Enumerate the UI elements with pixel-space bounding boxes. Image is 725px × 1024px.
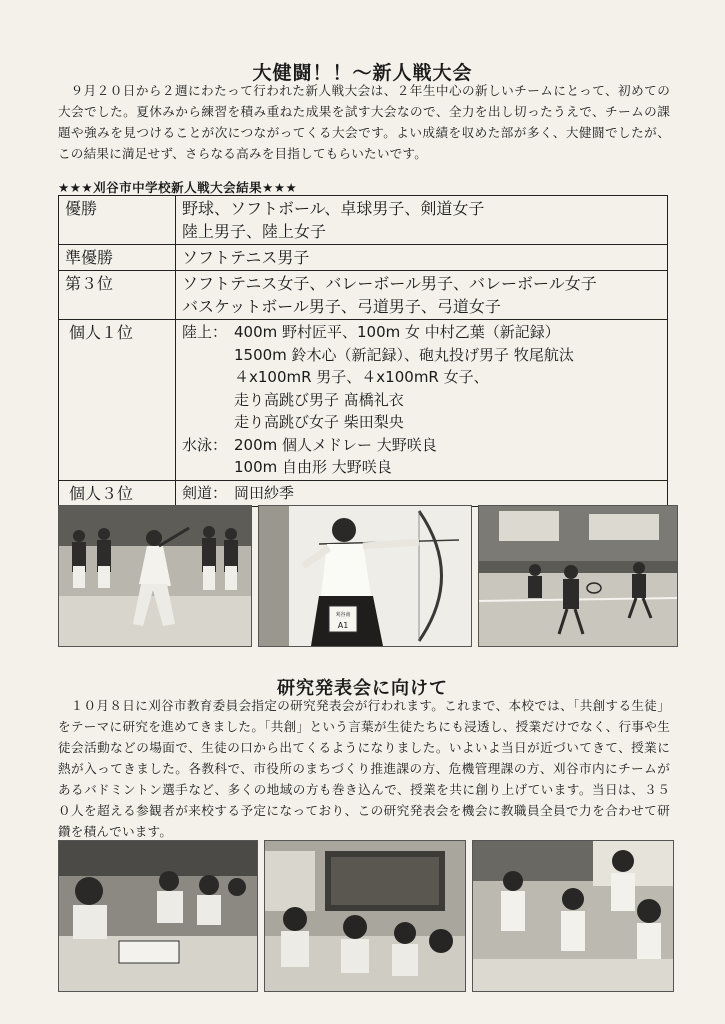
- article-title-tournament: 大健闘！！～新人戦大会: [252, 62, 473, 84]
- photo-classroom-right: [472, 840, 674, 992]
- archery-bib-number: A1: [337, 621, 349, 630]
- table-row: [59, 245, 668, 271]
- photo-classroom-center: [264, 840, 466, 992]
- event-text: 1500m 鈴木心（新記録）、砲丸投げ男子 牧尾航汰: [234, 345, 574, 364]
- photo-classroom-left: [58, 840, 258, 992]
- row-content: [176, 196, 668, 245]
- article-title-research: 研究発表会に向けて: [277, 678, 448, 699]
- event-line: [182, 344, 661, 367]
- row-category: 個人１位: [59, 320, 176, 481]
- photo-row-sports: [58, 505, 678, 647]
- event-label: [182, 411, 234, 434]
- event-line: [182, 321, 661, 344]
- event-text: 100m 自由形 大野咲良: [234, 458, 392, 476]
- event-label: 剣道：: [182, 483, 228, 502]
- event-label: [182, 389, 234, 412]
- table-row: [59, 196, 668, 245]
- event-text: 200m 個人メドレー 大野咲良: [234, 435, 437, 454]
- photo-baseball-team: [58, 505, 252, 647]
- event-line: [182, 366, 661, 389]
- event-label: 陸上：: [182, 323, 228, 341]
- table-row: [59, 271, 668, 320]
- event-line: [182, 434, 661, 457]
- result-line: ソフトテニス男子: [182, 248, 310, 267]
- archery-bib-school: 刈谷南: [335, 612, 351, 618]
- event-text: 400m 野村匠平、100m 女 中村乙葉（新記録）: [234, 323, 560, 341]
- event-line: [182, 411, 661, 434]
- results-table: [58, 195, 668, 507]
- event-text: 走り高跳び女子 柴田梨央: [234, 413, 404, 431]
- results-heading: ★★★刈谷市中学校新人戦大会結果★★★: [58, 180, 298, 195]
- event-text: 走り高跳び男子 髙橋礼衣: [234, 390, 404, 409]
- event-label: [182, 456, 234, 479]
- event-line: [182, 456, 661, 479]
- result-line: 陸上男子、陸上女子: [182, 222, 327, 241]
- row-content: [176, 320, 668, 481]
- result-line: バスケットボール男子、弓道男子、弓道女子: [182, 297, 501, 316]
- photo-row-classroom: [58, 840, 674, 992]
- event-label: 水泳：: [182, 435, 228, 454]
- row-category: 準優勝: [59, 245, 176, 271]
- row-category: 第３位: [59, 271, 176, 320]
- row-content: [176, 480, 668, 506]
- event-text: 岡田紗季: [234, 483, 295, 502]
- event-label: [182, 344, 234, 367]
- result-line: ソフトテニス女子、バレーボール男子、バレーボール女子: [182, 274, 597, 293]
- row-category: 優勝: [59, 196, 176, 245]
- article-body-research: １０月８日に刈谷市教育委員会指定の研究発表会が行われます。これまで、本校では、「共創する生徒」をテーマに研究を進めてきました。「共創」という言葉が生徒たちにも浸透し、授業だけでなく、行事や生徒会活動などの場面で、生徒の口から出てくるようになりました。いよいよ当日が近づいてきて、授業に熱が入ってきました。各教科で、市役所のまちづくり推進課の方、危機管理課の方、刈谷市内にチームがあるバドミントン選手など、多くの地域の方も巻き込んで、授業を共に創り上げています。当日は、３５０人を超える参観者が来校する予定になっており、この研究発表会を機会に教職員全員で力を合わせて研鑽を積んでいます。: [58, 698, 670, 839]
- row-content: [176, 245, 668, 271]
- event-line: [182, 482, 661, 505]
- event-text: ４x100mR 男子、４x100mR 女子、: [234, 368, 489, 386]
- photo-soft-tennis: [478, 505, 678, 647]
- event-line: [182, 389, 661, 412]
- row-content: [176, 271, 668, 320]
- event-label: [182, 366, 234, 389]
- photo-archery: [258, 505, 472, 647]
- table-row: [59, 320, 668, 481]
- article-body-tournament: ９月２０日から２週にわたって行われた新人戦大会は、２年生中心の新しいチームにとって、初めての大会でした。夏休みから練習を積み重ねた成果を試す大会なので、全力を出し切ったうえで、チームの課題や強みを見つけることが次につながってくる大会です。よい成績を収めた部が多く、大健闘でしたが、この結果に満足せず、さらなる高みを目指してもらいたいです。: [58, 83, 670, 161]
- table-row: [59, 480, 668, 506]
- result-line: 野球、ソフトボール、卓球男子、剣道女子: [182, 199, 485, 218]
- row-category: 個人３位: [59, 480, 176, 506]
